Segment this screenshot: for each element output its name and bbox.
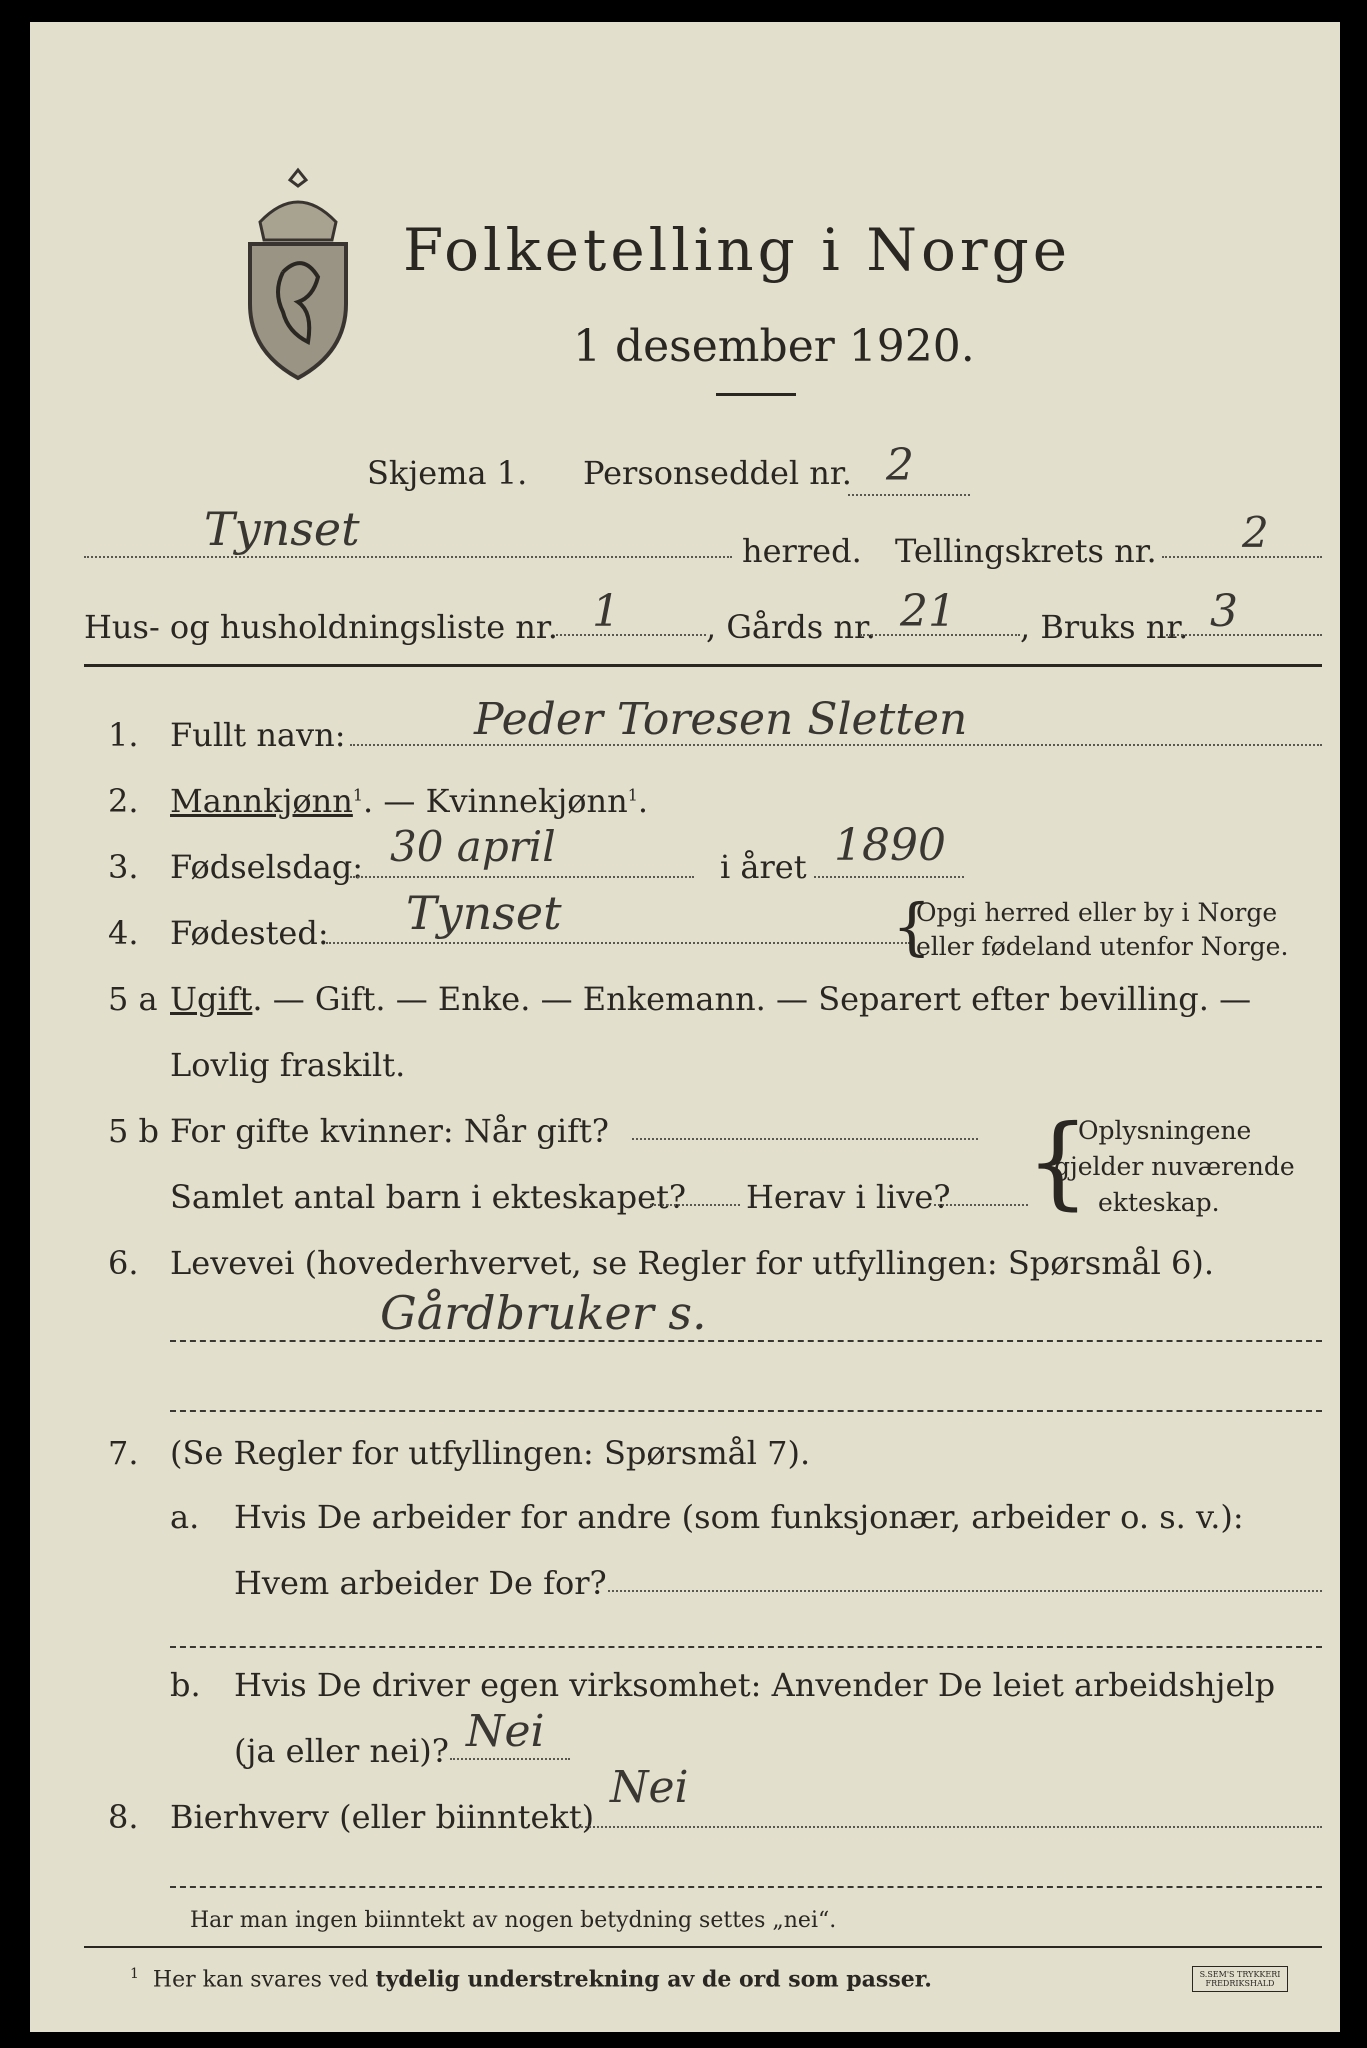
bruks-field[interactable] (1166, 634, 1322, 636)
q7a-field[interactable] (608, 1590, 1322, 1592)
census-form (30, 22, 1340, 2032)
q3-number: 3. (108, 848, 139, 886)
q4-number: 4. (108, 914, 139, 952)
q5b-line2a: Samlet antal barn i ekteskapet? (170, 1178, 687, 1216)
q7b-line2: (ja eller nei)? (234, 1732, 449, 1770)
q1-value: Peder Toresen Sletten (474, 694, 968, 745)
q5b-note-line2: gjelder nuværende (1054, 1152, 1295, 1181)
tellingskrets-value: 2 (1242, 508, 1269, 557)
bruks-label: , Bruks nr. (1020, 608, 1189, 646)
q7b-number: b. (170, 1666, 201, 1704)
q5b-note-line3: ekteskap. (1098, 1188, 1220, 1217)
q8-field[interactable] (578, 1826, 1322, 1828)
q4-note-line2: eller fødeland utenfor Norge. (916, 932, 1289, 961)
q7b-field[interactable] (450, 1758, 570, 1760)
ingen-note: Har man ingen biinntekt av nogen betydning settes „nei“. (190, 1908, 837, 1933)
personseddel-label: Personseddel nr. (583, 454, 852, 492)
q5b-line2b: Herav i live? (746, 1178, 951, 1216)
q6-number: 6. (108, 1244, 139, 1282)
q5b-line1: For gifte kvinner: Når gift? (170, 1112, 609, 1150)
herred-field[interactable] (84, 556, 732, 558)
skjema-label: Skjema 1. (367, 454, 528, 492)
hus-label: Hus- og husholdningsliste nr. (84, 608, 558, 646)
header-rule (84, 664, 1322, 667)
q5b-live-field[interactable] (934, 1204, 1028, 1206)
herred-label: herred. (742, 532, 862, 570)
q7-label: (Se Regler for utfyllingen: Spørsmål 7). (170, 1434, 811, 1472)
q3-year-label: i året (720, 848, 807, 886)
q3-year-value: 1890 (834, 820, 946, 871)
bruks-value: 3 (1210, 586, 1238, 637)
q1-label: Fullt navn: (170, 716, 346, 754)
hus-value: 1 (592, 586, 620, 637)
q7a-field-line2[interactable] (170, 1646, 1322, 1648)
herred-value: Tynset (204, 502, 360, 556)
q6-field-line2[interactable] (170, 1410, 1322, 1412)
q8-number: 8. (108, 1798, 139, 1836)
q7a-number: a. (170, 1498, 200, 1536)
q5b-number: 5 b (108, 1112, 160, 1150)
q2-female-option[interactable]: Kvinnekjønn (425, 782, 628, 820)
q5a-line1: Ugift. — Gift. — Enke. — Enkemann. — Separert efter bevilling. — (170, 980, 1252, 1018)
personseddel-field[interactable] (848, 494, 970, 496)
q7b-value: Nei (466, 1706, 545, 1757)
form-date: 1 desember 1920. (573, 321, 975, 372)
q5b-note-line1: Oplysningene (1078, 1116, 1252, 1145)
printer-stamp: S.SEM'S TRYKKERI FREDRIKSHALD (1192, 1966, 1288, 1992)
personseddel-value: 2 (886, 440, 914, 491)
q7a-line2: Hvem arbeider De for? (234, 1564, 607, 1602)
q6-value: Gårdbruker s. (380, 1286, 707, 1340)
q8-label: Bierhverv (eller biinntekt) (170, 1798, 595, 1836)
q4-brace: { (892, 890, 932, 963)
q5b-naar-gift-field[interactable] (632, 1138, 978, 1140)
q4-label: Fødested: (170, 914, 329, 952)
q2-options: Mannkjønn$^1$. — Kvinnekjønn$^1$. (170, 782, 649, 820)
q7-number: 7. (108, 1434, 139, 1472)
q5a-line2[interactable]: Lovlig fraskilt. (170, 1046, 406, 1084)
footnote: $^1$ Her kan svares ved tydelig understrekning av de ord som passer. (130, 1966, 932, 1993)
q4-field[interactable] (326, 942, 910, 944)
title-divider (716, 393, 796, 396)
q8-field-line2[interactable] (170, 1886, 1322, 1888)
q1-number: 1. (108, 716, 139, 754)
q8-value: Nei (610, 1762, 689, 1813)
q5b-barn-field[interactable] (650, 1204, 740, 1206)
q5b-brace: { (1026, 1103, 1090, 1220)
q6-label: Levevei (hovederhvervet, se Regler for utfyllingen: Spørsmål 6). (170, 1244, 1215, 1282)
footnote-rule (84, 1946, 1322, 1948)
gards-label: , Gårds nr. (706, 608, 876, 646)
form-title: Folketelling i Norge (403, 216, 1072, 284)
q2-male-option[interactable]: Mannkjønn (170, 782, 353, 820)
q3-label: Fødselsdag: (170, 848, 364, 886)
q5a-number: 5 a (108, 980, 158, 1018)
q3-date-field[interactable] (350, 876, 694, 878)
coat-of-arms-icon (238, 162, 358, 382)
gards-value: 21 (900, 586, 956, 637)
q3-date-value: 30 april (390, 822, 556, 871)
q5a-ugift-option[interactable]: Ugift (170, 980, 253, 1018)
q4-note-line1: Opgi herred eller by i Norge (916, 898, 1278, 927)
q4-value: Tynset (406, 886, 562, 940)
q2-number: 2. (108, 782, 139, 820)
q3-year-field[interactable] (814, 876, 964, 878)
hus-field[interactable] (556, 634, 706, 636)
q6-field[interactable] (170, 1340, 1322, 1342)
tellingskrets-label: Tellingskrets nr. (895, 532, 1157, 570)
q7a-line1: Hvis De arbeider for andre (som funksjonær, arbeider o. s. v.): (234, 1498, 1244, 1536)
q7b-line1: Hvis De driver egen virksomhet: Anvender De leiet arbeidshjelp (234, 1666, 1276, 1704)
